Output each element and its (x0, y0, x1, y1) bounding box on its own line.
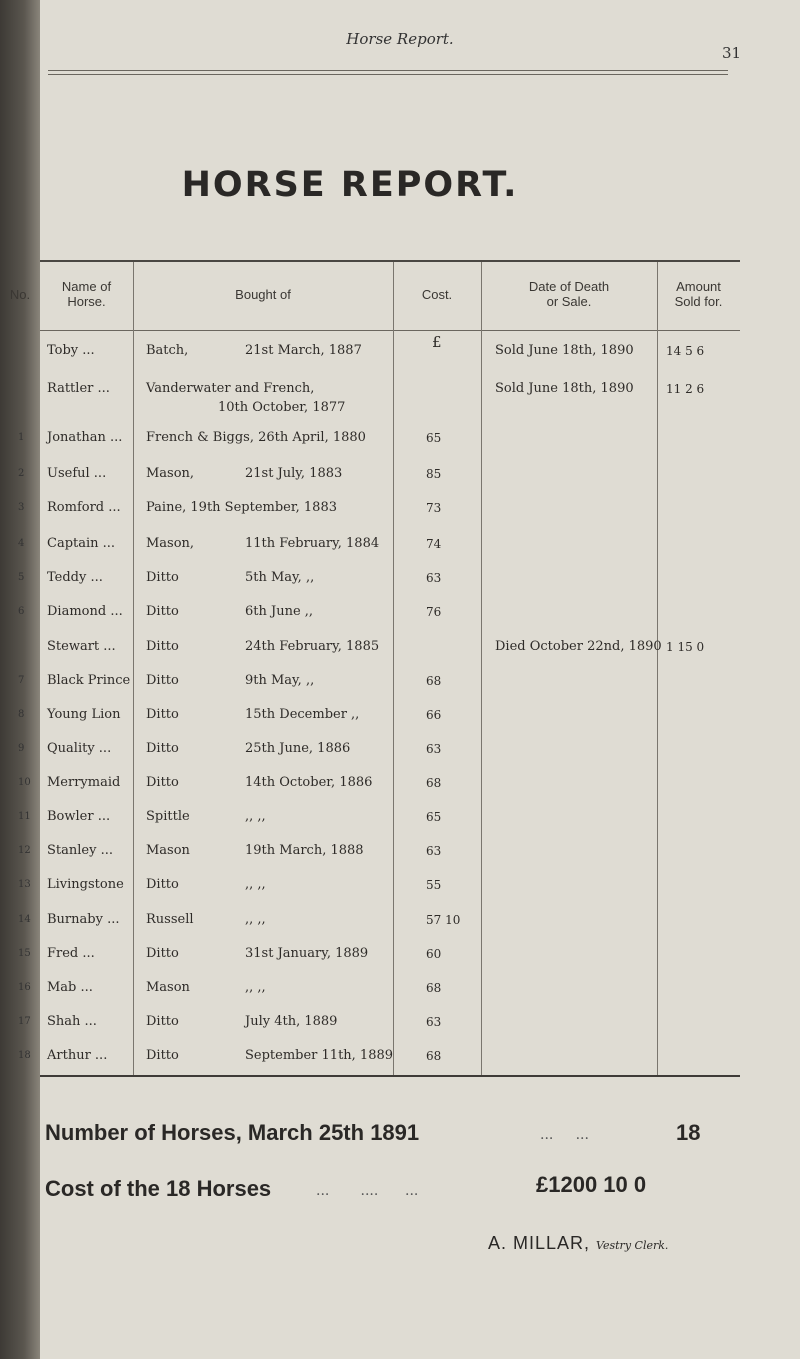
horse-name-text: Diamond (47, 604, 107, 619)
amount-sold: 1 15 0 (666, 640, 705, 654)
cost-value: 68 (426, 776, 442, 790)
leader-dots: ... (93, 809, 111, 824)
header-name: Name of Horse. (61, 279, 112, 309)
cost-value: 85 (426, 467, 442, 481)
bought-of-date: 11th February, 1884 (245, 536, 380, 551)
currency-symbol: £ (432, 333, 442, 351)
bought-of-date: 24th February, 1885 (245, 639, 380, 654)
bought-of-date: 6th June ,, (245, 604, 314, 619)
signature-name: A. MILLAR, (488, 1233, 591, 1253)
cost-value: 68 (426, 981, 442, 995)
horses-cost-label: Cost of the 18 Horses (45, 1176, 272, 1201)
column-divider (481, 262, 482, 1077)
column-divider (393, 262, 394, 1077)
row-number: 7 (18, 675, 25, 686)
horse-name (47, 1014, 97, 1029)
bought-of-vendor: Mason (146, 980, 190, 995)
horse-name (47, 604, 123, 619)
horse-name-text: Shah (47, 1014, 81, 1029)
row-number: 12 (18, 845, 31, 856)
bought-of-vendor: Ditto (146, 741, 179, 756)
horse-name (47, 500, 121, 515)
cost-value: 66 (426, 708, 442, 722)
horse-name-text: Romford (47, 500, 105, 515)
bought-of-date: 14th October, 1886 (245, 775, 373, 790)
bought-of-vendor: Paine, 19th September, 1883 (146, 500, 337, 515)
document-page (9, 0, 800, 1359)
horse-name (47, 946, 95, 961)
horse-name (47, 1048, 107, 1063)
bought-of-date: 9th May, ,, (245, 673, 315, 688)
leader-dots: ... (105, 430, 123, 445)
row-number: 1 (18, 432, 25, 443)
bought-of-vendor: Ditto (146, 775, 179, 790)
horse-name-text: Young Lion (47, 707, 121, 722)
bought-of-vendor: Russell (146, 912, 194, 927)
header-amount: Amount Sold for. (674, 279, 723, 309)
leader-dots: ... (106, 604, 123, 619)
cost-value: 68 (426, 674, 442, 688)
bought-of-vendor: Mason, (146, 536, 195, 551)
row-number: 8 (18, 709, 25, 720)
horse-name (47, 809, 110, 824)
bought-of-vendor: Vanderwater and French, (146, 381, 315, 396)
horses-count-value: 18 (676, 1120, 701, 1145)
bought-of-date: 31st January, 1889 (245, 946, 369, 961)
row-number: 2 (18, 468, 25, 479)
horse-name (47, 775, 120, 790)
signature-title: Vestry Clerk. (596, 1239, 669, 1252)
death-or-sale: Sold June 18th, 1890 (495, 381, 634, 396)
bought-of-date: 10th October, 1877 (218, 400, 346, 415)
bought-of-date: September 11th, 1889 (245, 1048, 394, 1063)
table-header-rule (40, 330, 740, 331)
bought-of-vendor: Mason (146, 843, 190, 858)
cost-value: 55 (426, 878, 442, 892)
signature (488, 1233, 668, 1254)
horse-name-text: Merrymaid (47, 775, 121, 790)
bought-of-date: ,, ,, (245, 809, 266, 824)
cost-value: 63 (426, 844, 442, 858)
leader-dots: ... .... ... (316, 1183, 419, 1199)
horses-count-label: Number of Horses, March 25th 1891 (45, 1120, 420, 1145)
bought-of-vendor: Ditto (146, 946, 179, 961)
horse-name-text: Fred (47, 946, 79, 961)
bought-of-date: 21st July, 1883 (245, 466, 343, 481)
horse-name (47, 741, 111, 756)
row-number: 9 (18, 743, 25, 754)
horse-name (47, 381, 110, 396)
horse-name (47, 536, 115, 551)
column-divider (133, 262, 134, 1077)
row-number: 11 (18, 811, 31, 822)
horse-name (47, 912, 119, 927)
horse-name-text: Rattler (47, 381, 94, 396)
cost-value: 73 (426, 501, 442, 515)
column-divider (657, 262, 658, 1077)
row-number: 13 (18, 879, 31, 890)
horse-name-text: Toby (47, 343, 79, 358)
death-or-sale: Sold June 18th, 1890 (495, 343, 634, 358)
row-number: 18 (18, 1050, 31, 1061)
bought-of-date: 19th March, 1888 (245, 843, 364, 858)
horse-name (47, 639, 116, 654)
death-or-sale: Died October 22nd, 1890 (495, 639, 662, 654)
bought-of-vendor: Batch, (146, 343, 189, 358)
leader-dots: ... (94, 741, 112, 756)
row-number: 5 (18, 572, 25, 583)
leader-dots: ... (98, 536, 116, 551)
bought-of-vendor: Ditto (146, 604, 179, 619)
cost-value: 63 (426, 742, 442, 756)
horse-name-text: Stanley (47, 843, 97, 858)
row-number: 10 (18, 777, 31, 788)
bought-of-date: 5th May, ,, (245, 570, 315, 585)
bought-of-vendor: Ditto (146, 570, 179, 585)
horse-name-text: Captain (47, 536, 99, 551)
row-number: 14 (18, 914, 31, 925)
horse-name-text: Useful (47, 466, 90, 481)
leader-dots: ... (78, 946, 95, 961)
bought-of-vendor: Ditto (146, 639, 179, 654)
horse-name-text: Burnaby (47, 912, 103, 927)
horse-name-text: Arthur (47, 1048, 91, 1063)
horse-name-text: Stewart (47, 639, 100, 654)
row-number: 16 (18, 982, 31, 993)
leader-dots: ... (89, 466, 107, 481)
cost-value: 65 (426, 810, 442, 824)
horse-name (47, 877, 124, 892)
leader-dots: ... (104, 500, 121, 515)
header-bought-of: Bought of (235, 287, 291, 302)
bought-of-vendor: Mason, (146, 466, 195, 481)
cost-value: 65 (426, 431, 442, 445)
horse-name-text: Teddy (47, 570, 87, 585)
leader-dots: ... (96, 843, 113, 858)
horse-name-text: Black Prince (47, 673, 131, 688)
horse-name (47, 843, 113, 858)
row-number: 6 (18, 606, 25, 617)
row-number: 3 (18, 502, 25, 513)
horse-name-text: Jonathan (47, 430, 106, 445)
page-title: HORSE REPORT. (181, 165, 519, 205)
row-number: 17 (18, 1016, 31, 1027)
bought-of-vendor: Ditto (146, 707, 179, 722)
bought-of-date: 25th June, 1886 (245, 741, 351, 756)
header-rule (48, 74, 728, 75)
amount-sold: 11 2 6 (666, 382, 705, 396)
bought-of-vendor: French & Biggs, 26th April, 1880 (146, 430, 366, 445)
bought-of-date: July 4th, 1889 (245, 1014, 338, 1029)
header-rule (48, 70, 728, 71)
bought-of-vendor: Ditto (146, 1048, 179, 1063)
bought-of-date: 21st March, 1887 (245, 343, 362, 358)
row-number: 4 (18, 538, 25, 549)
leader-dots: ... (102, 912, 120, 927)
cost-value: 76 (426, 605, 442, 619)
cost-value: 60 (426, 947, 442, 961)
leader-dots: ... (80, 1014, 97, 1029)
bought-of-date: ,, ,, (245, 980, 266, 995)
header-cost: Cost. (421, 287, 453, 302)
cost-value: 68 (426, 1049, 442, 1063)
horse-name-text: Mab (47, 980, 77, 995)
leader-dots: ... (90, 1048, 108, 1063)
cost-value: 63 (426, 1015, 442, 1029)
horse-name (47, 570, 103, 585)
bought-of-vendor: Spittle (146, 809, 190, 824)
bought-of-vendor: Ditto (146, 1014, 179, 1029)
horse-name (47, 673, 130, 688)
horse-name (47, 466, 106, 481)
horse-name (47, 430, 122, 445)
leader-dots: ... (99, 639, 116, 654)
horse-name-text: Livingstone (47, 877, 124, 892)
bought-of-date: ,, ,, (245, 877, 266, 892)
bought-of-vendor: Ditto (146, 877, 179, 892)
bought-of-date: ,, ,, (245, 912, 266, 927)
horse-name-text: Bowler (47, 809, 94, 824)
amount-sold: 14 5 6 (666, 344, 705, 358)
cost-value: 63 (426, 571, 442, 585)
horse-name (47, 707, 120, 722)
cost-value: 57 10 (426, 913, 461, 927)
horse-name (47, 980, 93, 995)
page-number: 31 (722, 44, 742, 62)
bought-of-date: 15th December ,, (245, 707, 360, 722)
leader-dots: ... (78, 343, 95, 358)
leader-dots: ... (76, 980, 93, 995)
horse-name-text: Quality (47, 741, 95, 756)
table-top-rule (40, 260, 740, 262)
running-head: Horse Report. (346, 30, 454, 48)
leader-dots: ... (93, 381, 110, 396)
header-date: Date of Death or Sale. (528, 279, 610, 309)
table-bottom-rule (40, 1075, 740, 1077)
horses-cost-value: £1200 10 0 (536, 1172, 647, 1197)
leader-dots: ... (86, 570, 103, 585)
cost-value: 74 (426, 537, 442, 551)
row-number: 15 (18, 948, 31, 959)
bought-of-vendor: Ditto (146, 673, 179, 688)
leader-dots: ... ... (540, 1127, 589, 1143)
horse-name (47, 343, 95, 358)
header-no: No. (9, 287, 31, 302)
